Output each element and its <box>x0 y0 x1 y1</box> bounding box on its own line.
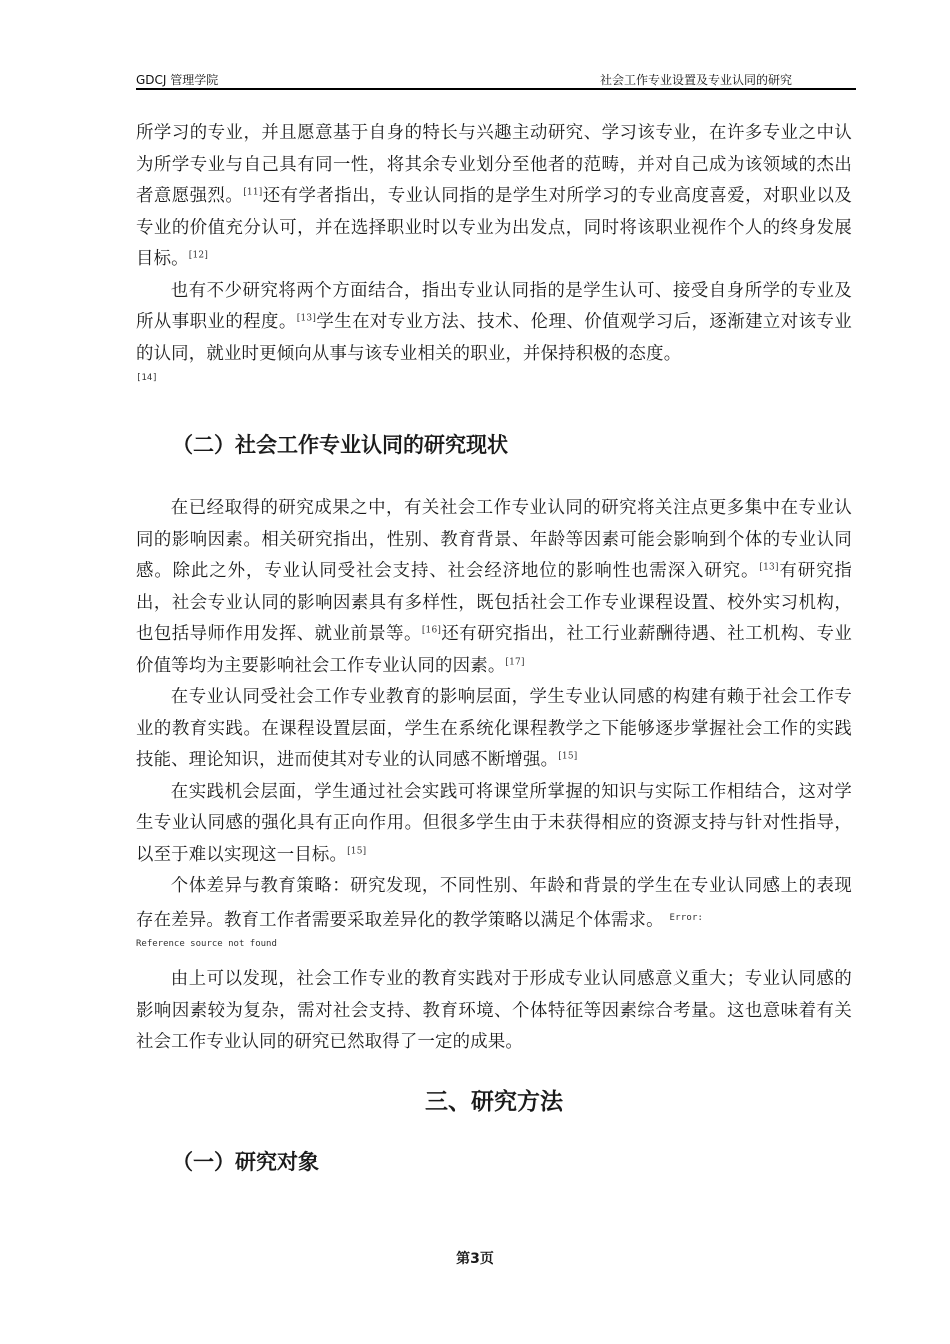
citation-14: [14] <box>136 373 158 383</box>
paragraph-6 <box>136 871 852 936</box>
page-content <box>136 118 852 1176</box>
reference-error: Error: <box>669 912 704 923</box>
citation-13: [13] <box>296 313 317 324</box>
reference-error-detail: Reference source not found <box>136 939 277 950</box>
citation-17: [17] <box>505 656 525 667</box>
citation-15b: [15] <box>347 845 367 856</box>
page-header <box>136 68 856 90</box>
paragraph-5-text: 在实践机会层面，学生通过社会实践可将课堂所掌握的知识与实际工作相结合，这对学生专业认同感的强化具有正向作用。但很多学生由于未获得相应的资源支持与针对性指导，以至于难以实现这一目标。 <box>136 781 852 865</box>
paragraph-1 <box>136 118 852 276</box>
paragraph-2-text-a: 也有不少研究将两个方面结合，指出专业认同指的是学生认可、接受自身所学的专业及所从事职业的程度。 <box>136 280 852 332</box>
citation-16: [16] <box>421 625 442 636</box>
paragraph-4 <box>136 682 852 777</box>
paragraph-3-text-c: 还有研究指出，社工行业薪酬待遇、社工机构、专业价值等均为主要影响社会工作专业认同的因素。 <box>136 624 853 676</box>
paragraph-1-text-a: 所学习的专业，并且愿意基于自身的特长与兴趣主动研究、学习该专业，在许多专业之中认为所学专业与自己具有同一性，将其余专业划分至他者的范畴，并对自己成为该领域的杰出者意愿强烈。 <box>136 123 852 206</box>
header-title: 社会工作专业设置及专业认同的研究 <box>599 73 792 87</box>
paragraph-4-text: 在专业认同受社会工作专业教育的影响层面，学生专业认同感的构建有赖于社会工作专业的教育实践。在课程设置层面，学生在系统化课程教学之下能够逐步掌握社会工作的实践技能、理论知识，进而使其对专业的认同感不断增强。 <box>136 687 852 770</box>
section-heading-research-subjects: （一）研究对象 <box>172 1149 319 1174</box>
header-institution: GDCJ 管理学院 <box>136 73 219 87</box>
paragraph-6-text: 个体差异与教育策略：研究发现，不同性别、年龄和背景的学生在专业认同感上的表现存在差异。教育工作者需要采取差异化的教学策略以满足个体需求。 <box>136 876 852 930</box>
paragraph-2 <box>136 276 852 371</box>
citation-15: [15] <box>558 751 578 762</box>
chapter-heading-research-methods: 三、研究方法 <box>425 1088 563 1115</box>
paragraph-3 <box>136 493 852 682</box>
paragraph-1-text-b: 还有学者指出，专业认同指的是学生对所学习的专业高度喜爱，对职业以及专业的价值充分认可，并在选择职业时以专业为出发点，同时将该职业视作个人的终身发展目标。 <box>136 186 852 269</box>
citation-11: [11] <box>243 187 263 198</box>
paragraph-3-text-b: 有研究指出，社会专业认同的影响因素具有多样性，既包括社会工作专业课程设置、校外实习机构，也包括导师作用发挥、就业前景等。 <box>136 561 852 644</box>
citation-13b: [13] <box>759 562 779 573</box>
paragraph-3-text-a: 在已经取得的研究成果之中，有关社会工作专业认同的研究将关注点更多集中在专业认同的影响因素。相关研究指出，性别、教育背景、年龄等因素可能会影响到个体的专业认同感。除此之外，专业认同受社会支持、社会经济地位的影响性也需深入研究。 <box>136 498 852 581</box>
section-heading-research-status: （二）社会工作专业认同的研究现状 <box>172 433 508 457</box>
paragraph-7-text: 由上可以发现，社会工作专业的教育实践对于形成专业认同感意义重大；专业认同感的影响因素较为复杂，需对社会支持、教育环境、个体特征等因素综合考量。这也意味着有关社会工作专业认同的研究已然取得了一定的成果。 <box>136 969 852 1053</box>
citation-12: [12] <box>188 250 209 261</box>
paragraph-7 <box>136 964 852 1059</box>
paragraph-2-text-b: 学生在对专业方法、技术、伦理、价值观学习后，逐渐建立对该专业的认同，就业时更倾向从事与该专业相关的职业，并保持积极的态度。 <box>136 312 852 364</box>
page-number: 第3页 <box>456 1251 494 1267</box>
paragraph-5 <box>136 777 852 872</box>
